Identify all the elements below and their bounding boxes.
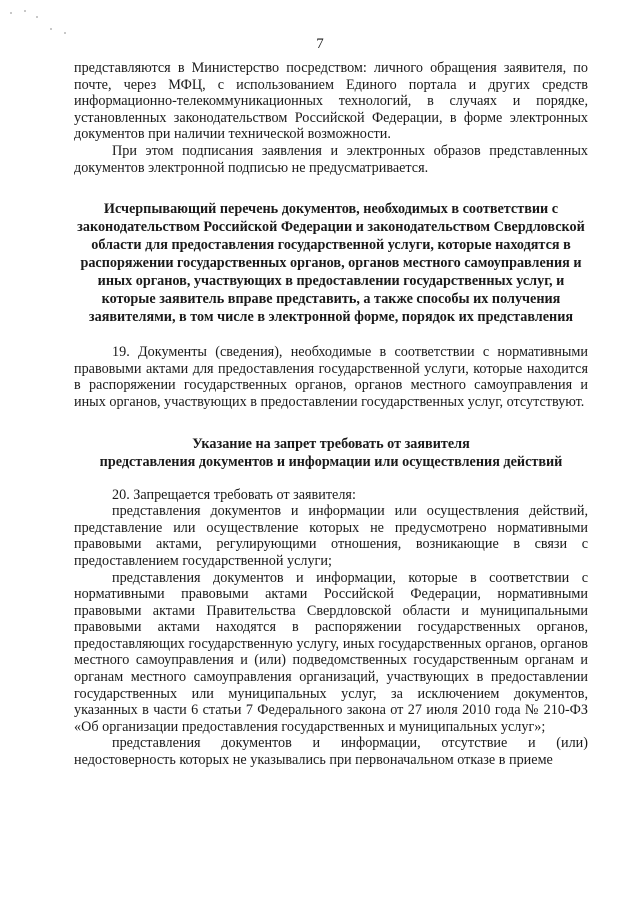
page-number: 7 (316, 36, 324, 52)
section-heading: Исчерпывающий перечень документов, необходимых в соответствии с законодательством Российской Федерации и законодательством Свердловской области для предоставления государственной услуги, которые находятся в распоряжении государственных органов, органов местного самоуправления и иных органов, участвующих в предоставлении государственных услуг, и которые заявитель вправе представить, а также способы их получения заявителями, в том числе в электронной форме, порядок их представления (77, 201, 585, 326)
body-paragraph: При этом подписания заявления и электронных образов представленных документов электронной подписью не предусматривается. (74, 142, 588, 176)
body-paragraph: представляются в Министерство посредством: личного обращения заявителя, по почте, через МФЦ, с использованием Единого портала и других средств информационно-телекоммуникационных технологий, в случаях и порядке, установленных законодательством Российской Федерации, в форме электронных документов при наличии технической возможности. (74, 60, 588, 143)
spacer (74, 326, 588, 344)
body-paragraph: представления документов и информации, отсутствие и (или) недостоверность которых не указывались при первоначальном отказе в приеме (74, 735, 588, 769)
scan-artifact-marks (6, 6, 76, 36)
spacer (74, 176, 588, 200)
spacer (74, 411, 588, 435)
document-body (74, 60, 588, 769)
section-heading-line: Указание на запрет требовать от заявителя (192, 435, 470, 452)
section-heading-line: представления документов и информации или осуществления действий (99, 453, 563, 470)
body-paragraph: 20. Запрещается требовать от заявителя: (112, 486, 356, 503)
spacer (74, 471, 588, 487)
body-paragraph: представления документов и информации, которые в соответствии с нормативными правовыми актами Российской Федерации, нормативными правовыми актами Правительства Свердловской области и муниципальными правовыми актами находятся в распоряжении государственных органов, предоставляющих государственную услугу, иных государственных органов, органов местного самоуправления и (или) подведомственных государственным органам и органам местного самоуправления организаций, участвующих в предоставлении государственных или муниципальных услуг, за исключением документов, указанных в части 6 статьи 7 Федерального закона от 27 июля 2010 года № 210-ФЗ «Об организации предоставления государственных и муниципальных услуг»; (74, 569, 588, 735)
body-paragraph: 19. Документы (сведения), необходимые в соответствии с нормативными правовыми актами для предоставления государственной услуги, которые находится в распоряжении государственных органов, органов местного самоуправления и иных органов, участвующих в предоставлении государственных услуг, отсутствуют. (74, 344, 588, 410)
body-paragraph: представления документов и информации или осуществления действий, представление или осуществление которых не предусмотрено нормативными правовыми актами, регулирующими отношения, возникающие в связи с предоставлением государственной услуги; (74, 503, 588, 569)
